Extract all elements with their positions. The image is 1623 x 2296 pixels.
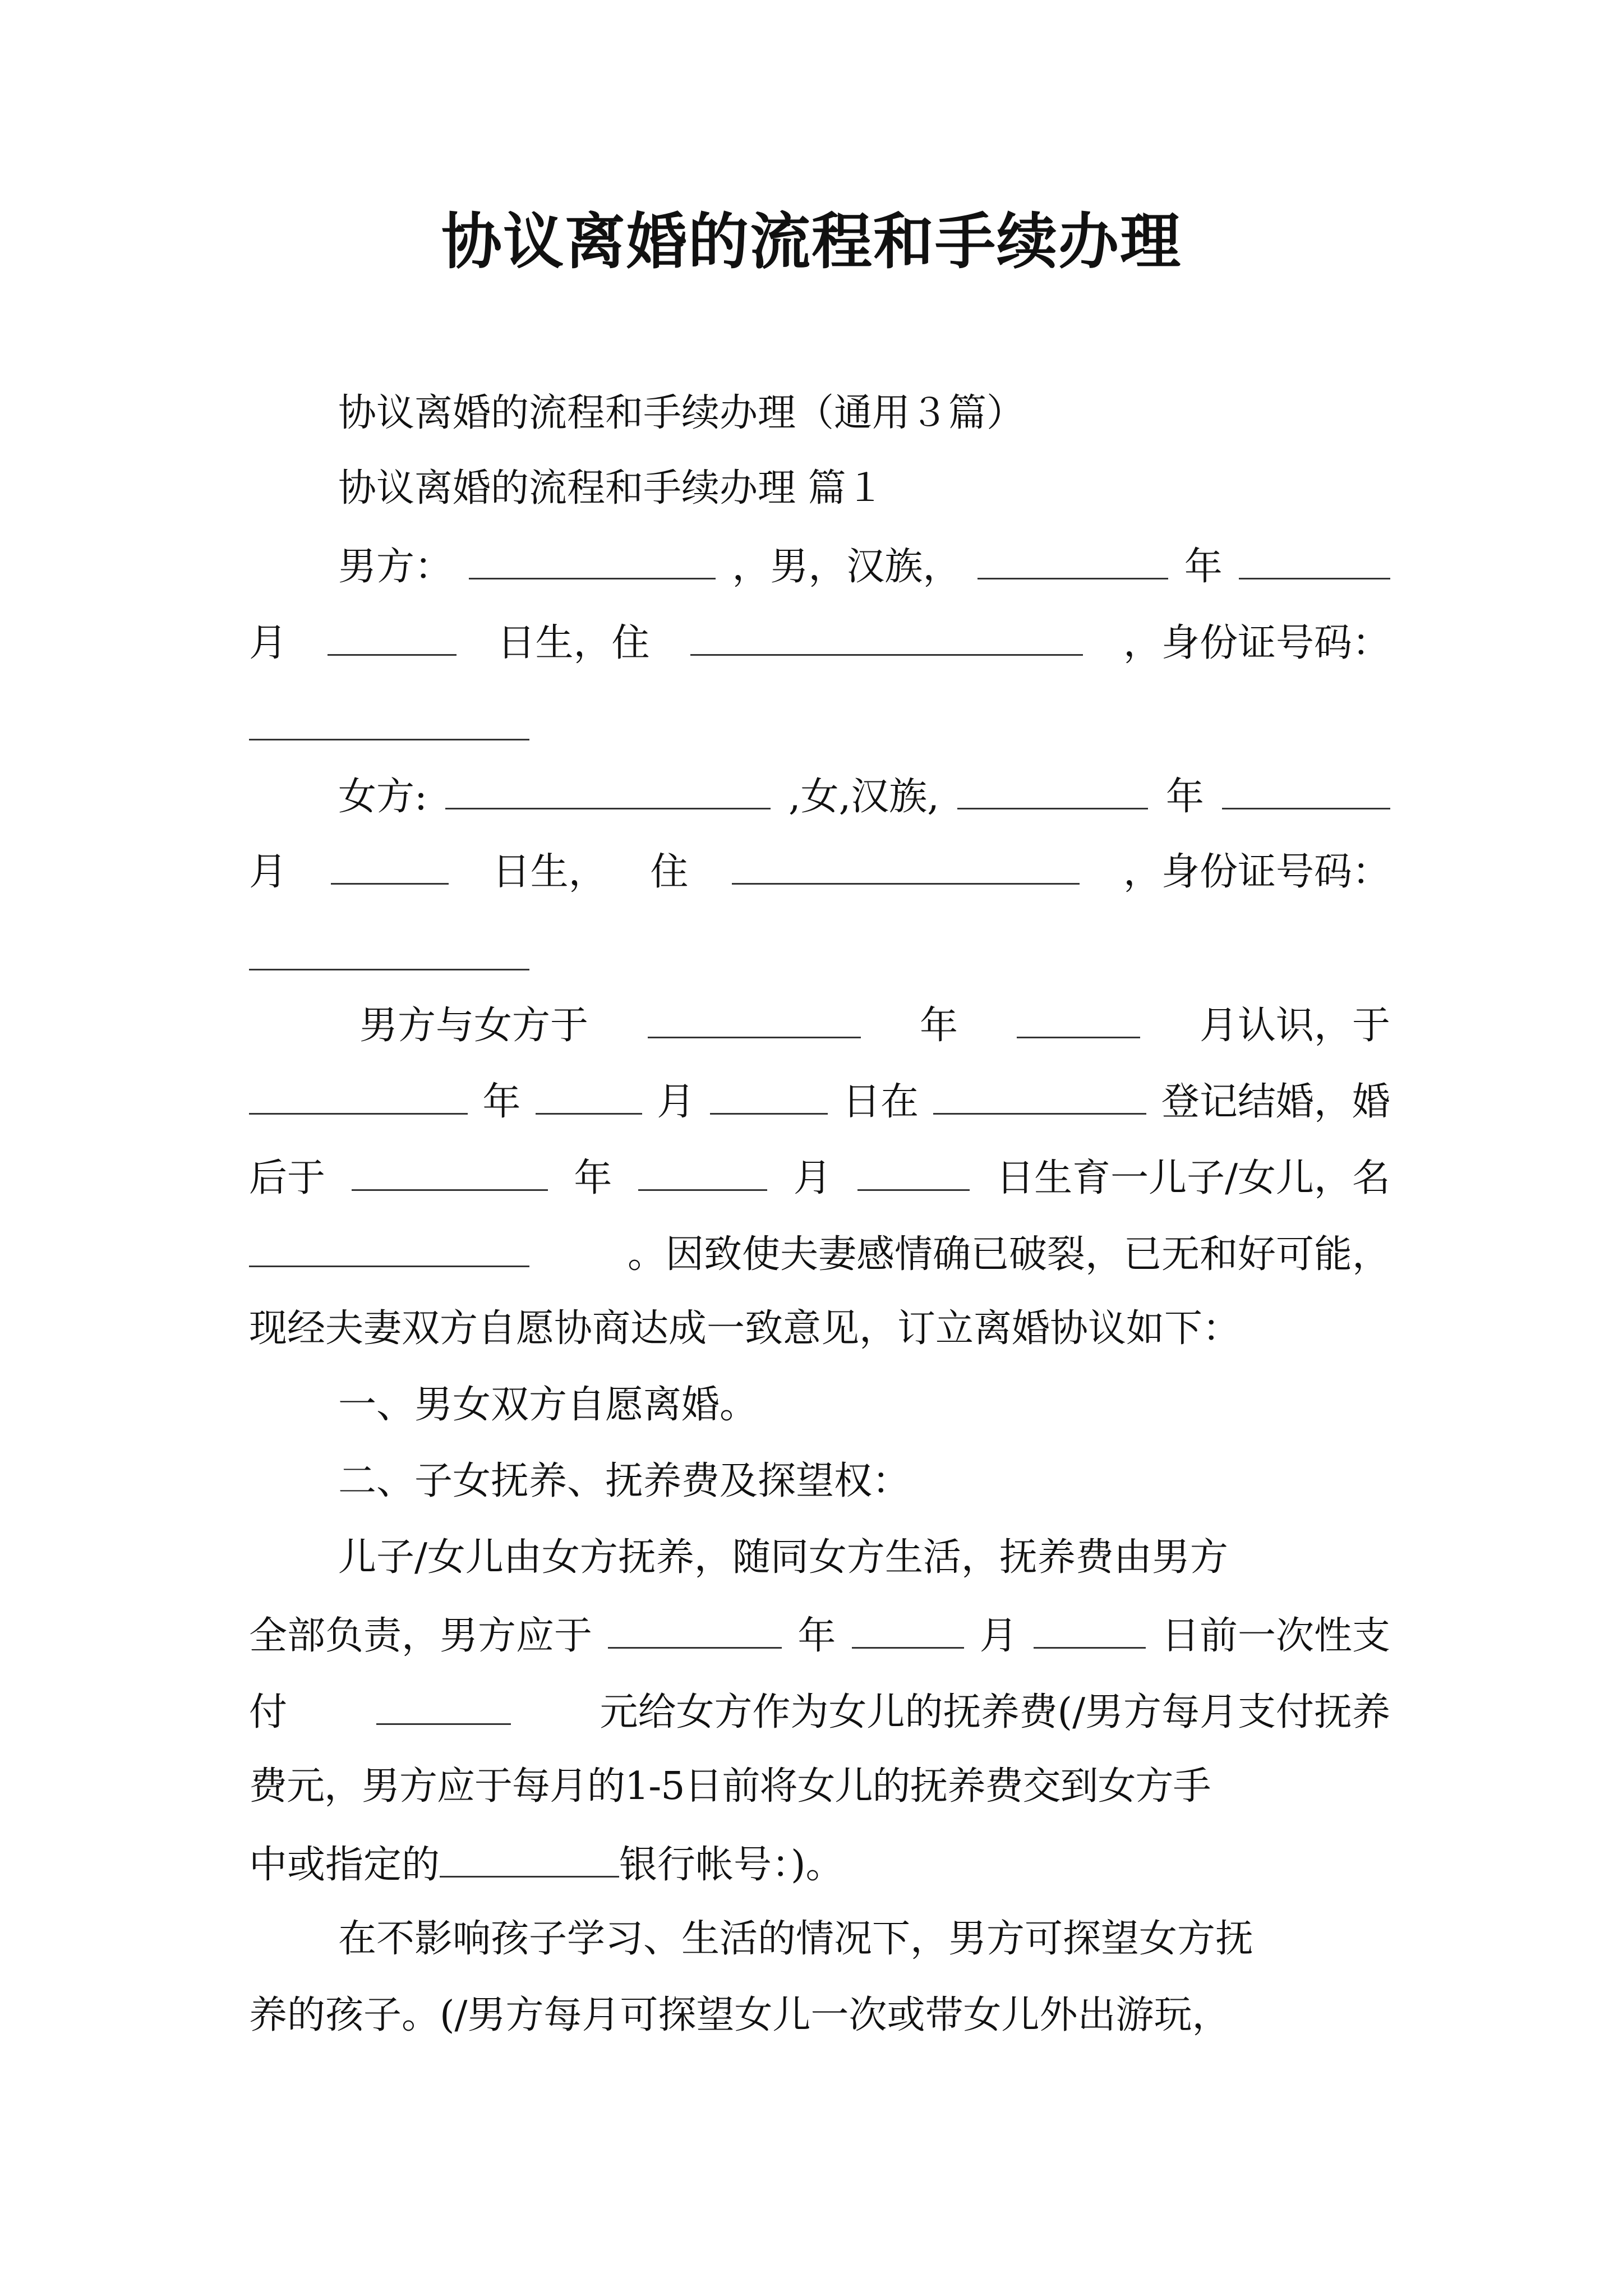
year-label: 年: [1165, 775, 1204, 819]
custody-line-5: [249, 1832, 844, 1896]
custody-lump-sum-label: 日前一次性支: [1161, 1614, 1390, 1658]
birth-day-blank: [857, 1145, 970, 1191]
male-label: 男方：: [338, 545, 453, 589]
birth-month-blank: [638, 1145, 767, 1191]
register-day-blank: [710, 1069, 828, 1115]
female-sex-ethnicity: ,女,汉族,: [788, 775, 939, 819]
female-name-blank: [445, 764, 771, 809]
section-heading: 协议离婚的流程和手续办理 篇１: [338, 466, 884, 510]
register-place-blank: [933, 1069, 1146, 1115]
female-label: 女方:: [338, 775, 427, 819]
day-at-label: 日在: [842, 1080, 919, 1124]
marriage-line-2: [249, 1069, 1390, 1133]
pay-month-blank: [852, 1603, 964, 1649]
male-id-blank: [249, 691, 529, 740]
birth-year-blank: [352, 1145, 548, 1191]
female-id-blank: [249, 921, 529, 970]
male-birth-month-blank: [1239, 534, 1390, 579]
marriage-line-5: 现经夫妻双方自愿协商达成一致意见，订立离婚协议如下：: [249, 1306, 1241, 1351]
female-birth-month-blank: [1222, 764, 1390, 809]
designated-label: 中或指定的: [249, 1843, 440, 1887]
bank-name-blank: [440, 1832, 619, 1878]
month-label: 月: [657, 1080, 695, 1124]
female-id-label: ，身份证号码：: [1123, 850, 1390, 894]
custody-line-2: [249, 1603, 1390, 1667]
visitation-line-1: 在不影响孩子学习、生活的情况下，男方可探望女方抚: [338, 1917, 1254, 1961]
visitation-line-2: 养的孩子。(/男方每月可探望女儿一次或带女儿外出游玩，: [249, 1993, 1230, 2037]
year-label: 年: [482, 1080, 521, 1124]
child-name-blank: [249, 1222, 529, 1267]
month-label: 月: [979, 1614, 1018, 1658]
male-sex-ethnicity: ，男，汉族，: [732, 545, 961, 589]
marriage-line-3: [249, 1145, 1390, 1209]
marriage-intro: 男方与女方于: [359, 1004, 589, 1048]
year-label: 年: [797, 1614, 836, 1658]
pay-label: 付: [249, 1690, 288, 1734]
custody-amount-label: 元给女方作为女儿的抚养费(/男方每月支付抚养: [600, 1690, 1390, 1734]
male-info-line-2: [249, 610, 1390, 674]
after-label: 后于: [249, 1156, 326, 1200]
female-born-label: 日生，: [492, 850, 607, 894]
female-birth-day-blank: [331, 839, 449, 885]
breakdown-reason: 。因致使夫妻感情确已破裂，已无和好可能，: [627, 1232, 1390, 1277]
month-label: 月: [793, 1156, 832, 1200]
male-born-live-label: 日生，住: [497, 621, 650, 665]
clause-one: 一、男女双方自愿离婚。: [338, 1383, 758, 1427]
document-subtitle: 协议离婚的流程和手续办理（通用３篇）: [338, 391, 1025, 435]
female-info-line-1: [338, 764, 1390, 828]
custody-pay-label: 全部负责，男方应于: [249, 1614, 593, 1658]
male-birth-year-blank: [978, 534, 1168, 579]
male-name-blank: [469, 534, 716, 579]
register-year-blank: [249, 1069, 468, 1115]
meet-year-blank: [648, 993, 861, 1038]
male-id-label: ，身份证号码：: [1123, 621, 1390, 665]
year-label: 年: [574, 1156, 612, 1200]
custody-line-1: 儿子/女儿由女方抚养，随同女方生活，抚养费由男方: [338, 1535, 1228, 1580]
birth-label: 日生育一儿子/女儿，名: [996, 1156, 1390, 1200]
register-month-blank: [536, 1069, 642, 1115]
female-info-line-2: [249, 839, 1390, 903]
male-address-blank: [690, 610, 1083, 656]
register-label: 登记结婚，婚: [1161, 1080, 1390, 1124]
pay-year-blank: [608, 1603, 782, 1649]
pay-amount-blank: [376, 1680, 511, 1725]
meet-month-blank: [1017, 993, 1140, 1038]
month-label: 月: [249, 621, 288, 665]
pay-day-blank: [1034, 1603, 1146, 1649]
marriage-line-4: [249, 1222, 1390, 1286]
document-title: 协议离婚的流程和手续办理: [441, 206, 1182, 277]
female-birth-year-blank: [957, 764, 1148, 809]
year-label: 年: [1184, 545, 1223, 589]
male-birth-day-blank: [328, 610, 457, 656]
year-label: 年: [919, 1004, 958, 1048]
meet-month-label: 月认识，于: [1199, 1004, 1390, 1048]
female-live-label: 住: [650, 850, 689, 894]
custody-line-4: 费元，男方应于每月的1-5日前将女儿的抚养费交到女方手: [249, 1764, 1211, 1809]
custody-line-3: [249, 1680, 1390, 1743]
male-info-line-1: [338, 534, 1390, 598]
bank-account-label: 银行帐号：)。: [619, 1843, 844, 1887]
marriage-line-1: [359, 993, 1390, 1057]
female-address-blank: [732, 839, 1080, 885]
month-label: 月: [249, 850, 288, 894]
clause-two: 二、子女抚养、抚养费及探望权：: [338, 1459, 911, 1503]
